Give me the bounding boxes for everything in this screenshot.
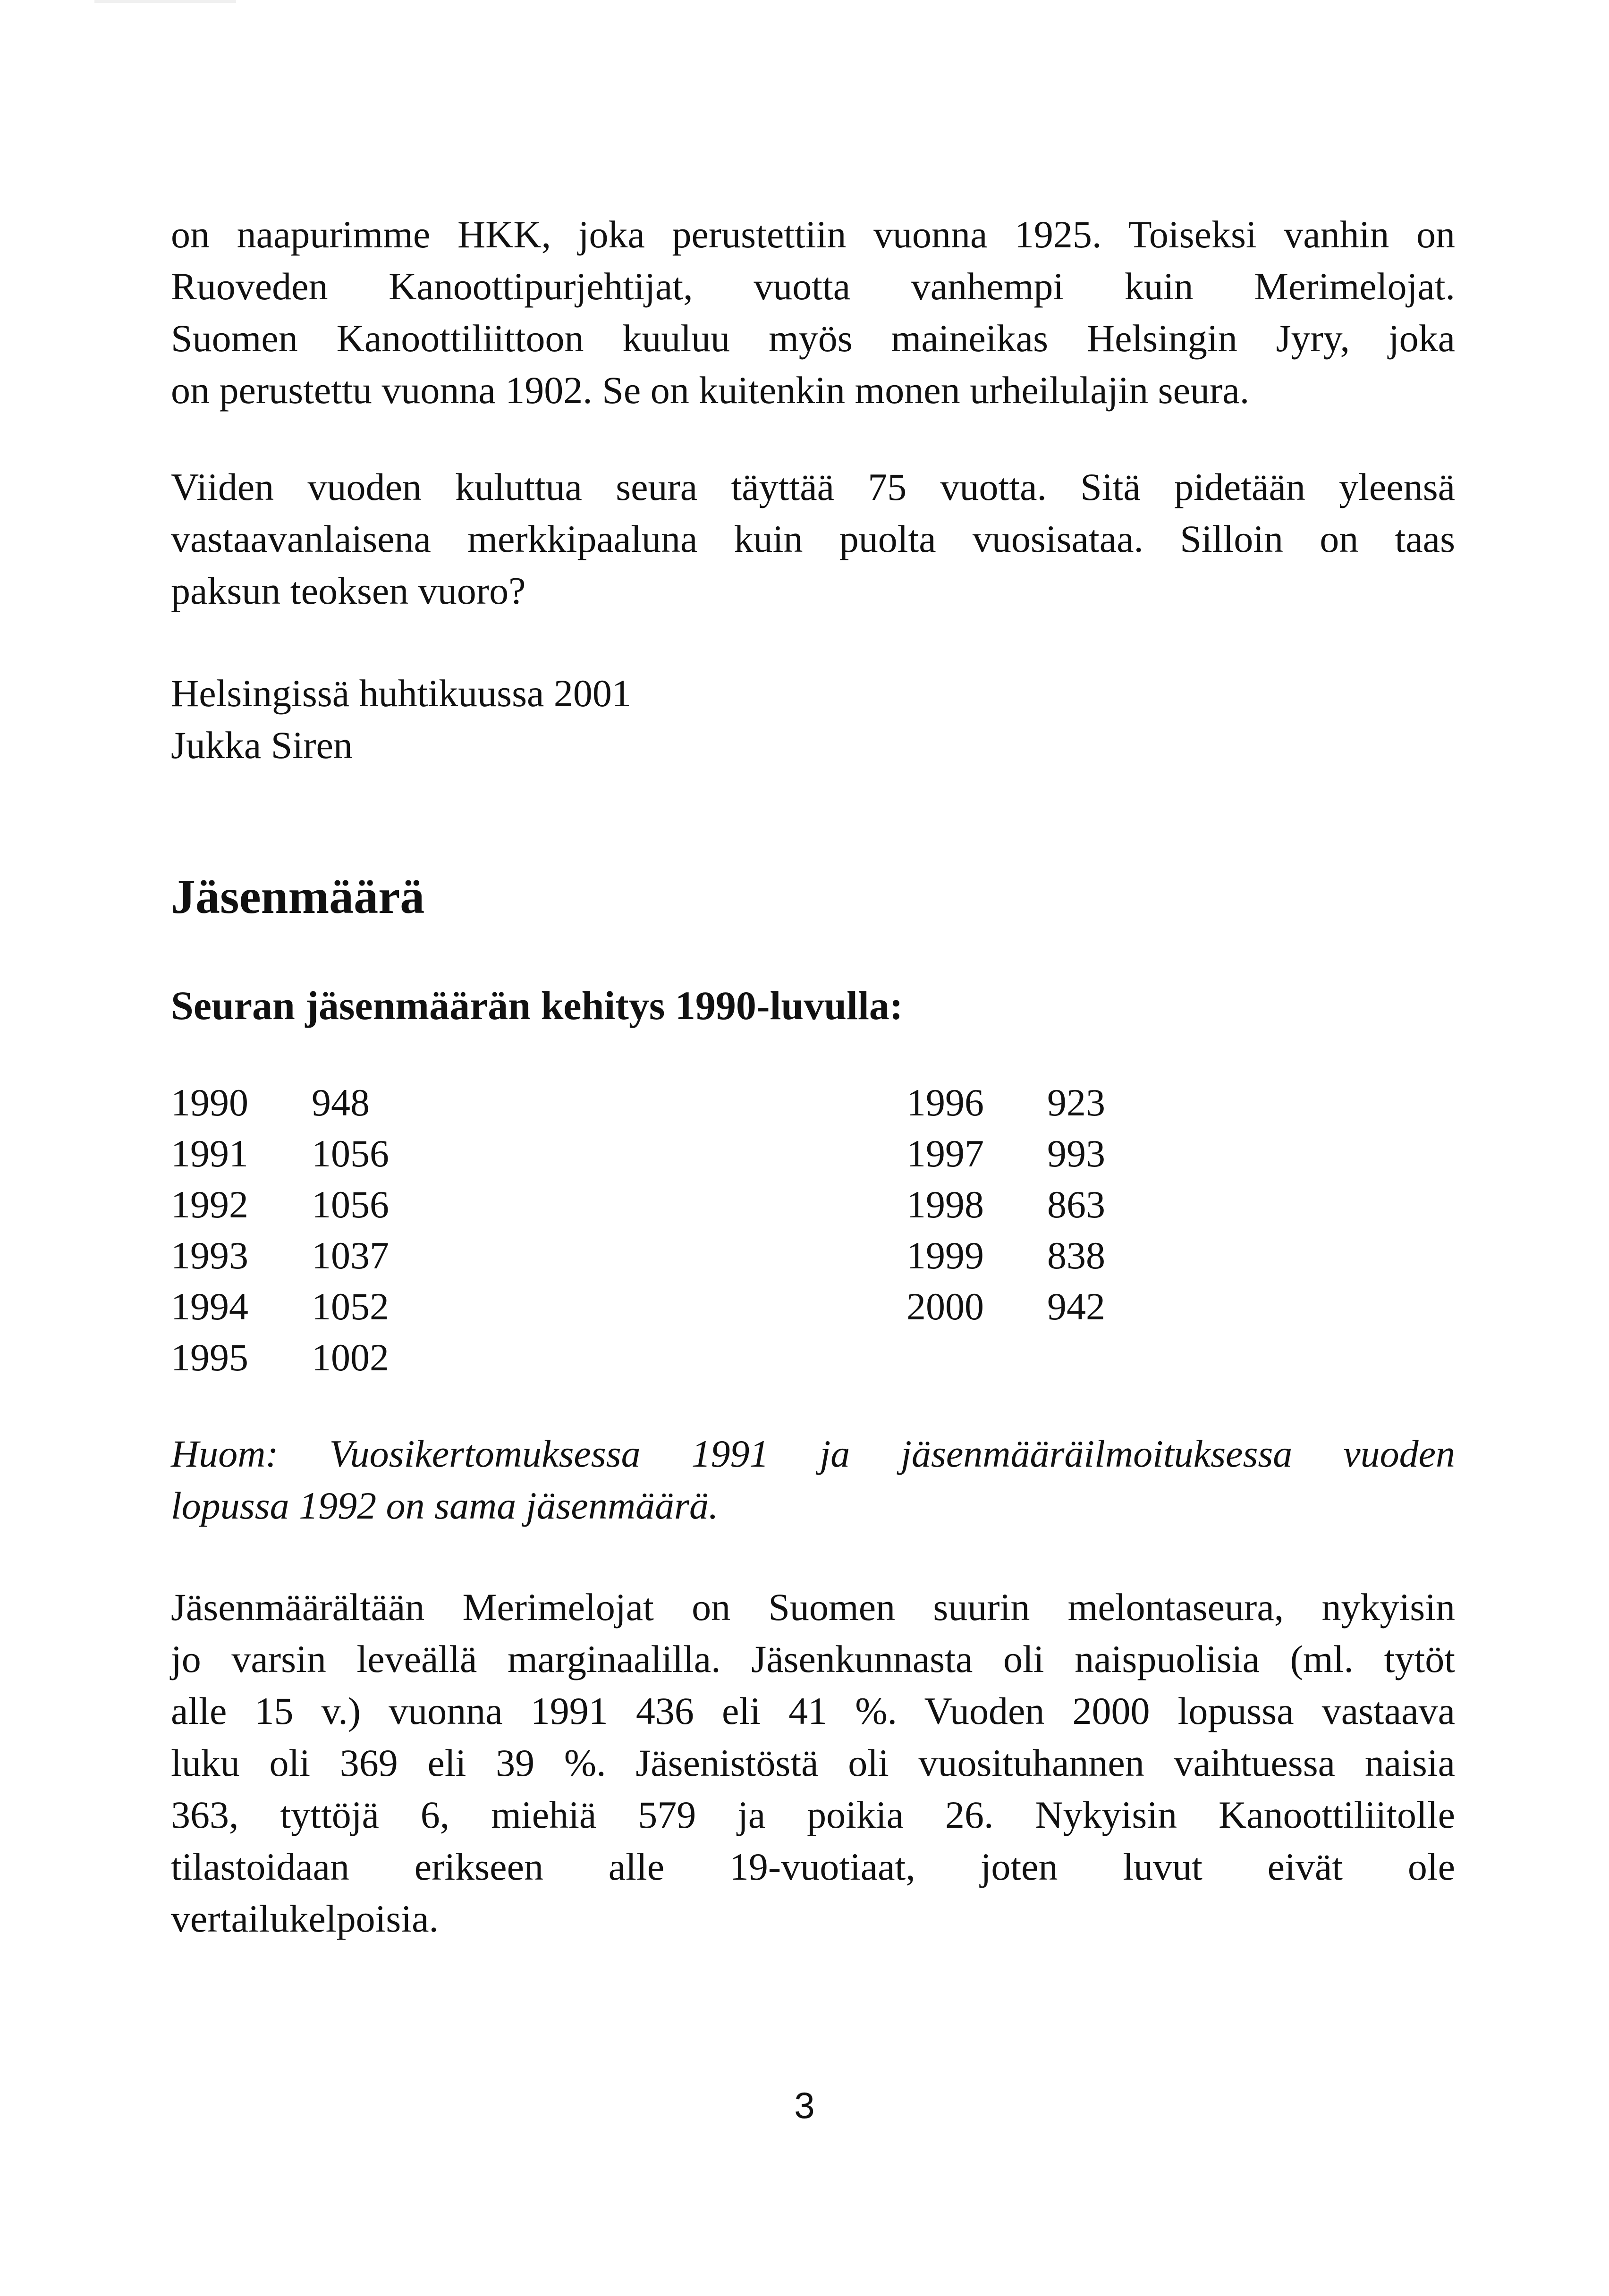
closing-line: Jäsenmäärältään Merimelojat on Suomen suurin melontaseura, nykyisin: [171, 1586, 1455, 1629]
year-cell: 1997: [906, 1132, 984, 1175]
anniversary-line: Viiden vuoden kuluttua seura täyttää 75 vuotta. Sitä pidetään yleensä: [171, 465, 1455, 508]
table-row: [171, 1077, 389, 1128]
closing-paragraph: [171, 1581, 1455, 1945]
table-row: [906, 1128, 1105, 1179]
closing-line: 363, tyttöjä 6, miehiä 579 ja poikia 26. Nykyisin Kanoottiliitolle: [171, 1793, 1455, 1836]
count-cell: 1037: [312, 1234, 389, 1277]
closing-line: tilastoidaan erikseen alle 19-vuotiaat, joten luvut eivät ole: [171, 1845, 1455, 1888]
count-cell: 948: [312, 1081, 370, 1124]
year-cell: 1990: [171, 1081, 248, 1124]
membership-table-right: [906, 1077, 1105, 1332]
year-cell: 1996: [906, 1081, 984, 1124]
table-row: [906, 1230, 1105, 1281]
table-row: [171, 1281, 389, 1332]
table-row: [171, 1332, 389, 1383]
closing-line: luku oli 369 eli 39 %. Jäsenistöstä oli vuosituhannen vaihtuessa naisia: [171, 1741, 1455, 1784]
membership-table-left: [171, 1077, 389, 1383]
anniversary-line: vastaavanlaisena merkkipaaluna kuin puolta vuosisataa. Silloin on taas: [171, 517, 1455, 560]
signature-block: [171, 667, 1455, 771]
year-cell: 1998: [906, 1183, 984, 1226]
signature-place-date: Helsingissä huhtikuussa 2001: [171, 672, 631, 715]
intro-line: on naapurimme HKK, joka perustettiin vuonna 1925. Toiseksi vanhin on: [171, 213, 1455, 256]
year-cell: 1994: [171, 1285, 248, 1328]
year-cell: 1999: [906, 1234, 984, 1277]
intro-line: on perustettu vuonna 1902. Se on kuitenkin monen urheilulajin seura.: [171, 369, 1250, 412]
year-cell: 1995: [171, 1336, 248, 1379]
signature-author: Jukka Siren: [171, 724, 353, 767]
anniversary-paragraph: [171, 461, 1455, 617]
table-row: [906, 1179, 1105, 1230]
count-cell: 1052: [312, 1285, 389, 1328]
section-subheading: Seuran jäsenmäärän kehitys 1990-luvulla:: [171, 983, 903, 1028]
intro-line: Suomen Kanoottiliittoon kuuluu myös maineikas Helsingin Jyry, joka: [171, 317, 1455, 360]
intro-line: Ruoveden Kanoottipurjehtijat, vuotta vanhempi kuin Merimelojat.: [171, 265, 1455, 308]
count-cell: 1056: [312, 1132, 389, 1175]
section-heading: Jäsenmäärä: [171, 869, 425, 924]
anniversary-line: paksun teoksen vuoro?: [171, 569, 526, 612]
table-row: [171, 1128, 389, 1179]
membership-note: [171, 1428, 1455, 1532]
scan-edge-mark: [94, 0, 236, 3]
closing-line: alle 15 v.) vuonna 1991 436 eli 41 %. Vuoden 2000 lopussa vastaava: [171, 1689, 1455, 1732]
table-row: [171, 1230, 389, 1281]
note-line: lopussa 1992 on sama jäsenmäärä.: [171, 1484, 719, 1527]
year-cell: 2000: [906, 1285, 984, 1328]
note-line: Huom: Vuosikertomuksessa 1991 ja jäsenmääräilmoituksessa vuoden: [171, 1432, 1455, 1475]
count-cell: 1056: [312, 1183, 389, 1226]
table-row: [906, 1077, 1105, 1128]
count-cell: 838: [1047, 1234, 1105, 1277]
intro-paragraph: [171, 209, 1455, 416]
year-cell: 1991: [171, 1132, 248, 1175]
count-cell: 942: [1047, 1285, 1105, 1328]
count-cell: 923: [1047, 1081, 1105, 1124]
count-cell: 863: [1047, 1183, 1105, 1226]
closing-line: vertailukelpoisia.: [171, 1897, 439, 1940]
year-cell: 1993: [171, 1234, 248, 1277]
count-cell: 993: [1047, 1132, 1105, 1175]
table-row: [906, 1281, 1105, 1332]
closing-line: jo varsin leveällä marginaalilla. Jäsenkunnasta oli naispuolisia (ml. tytöt: [171, 1638, 1455, 1680]
table-row: [171, 1179, 389, 1230]
count-cell: 1002: [312, 1336, 389, 1379]
year-cell: 1992: [171, 1183, 248, 1226]
page-number: 3: [794, 2085, 815, 2126]
